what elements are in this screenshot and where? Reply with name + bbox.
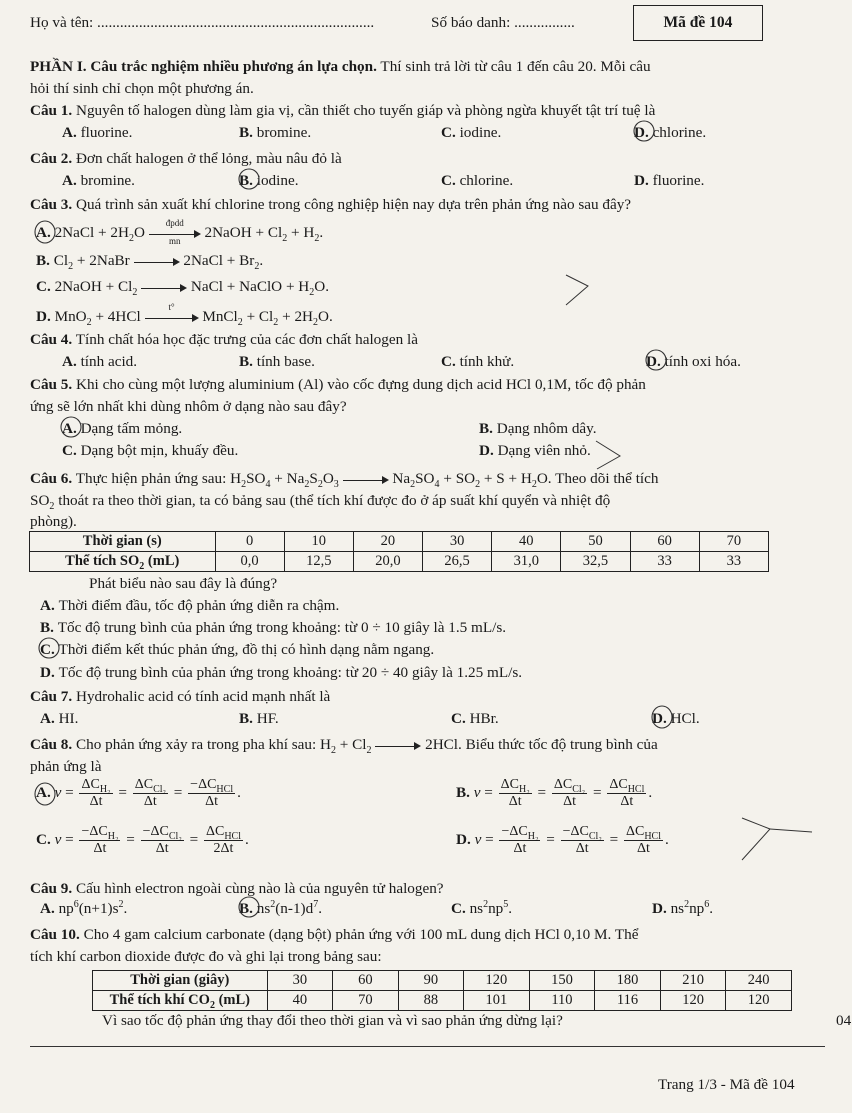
q6-text3: phòng). bbox=[30, 513, 77, 530]
q5-d-text: Dạng viên nhỏ. bbox=[497, 442, 591, 459]
q5-option-d: D. Dạng viên nhỏ. bbox=[479, 442, 591, 459]
arrow-condition-top: đpdd bbox=[165, 217, 184, 228]
q6-text-line2: $SO_2$ thoát ra theo thời gian, ta có bảng sau (thể tích khí được đo ở áp suất khí quyển và nhiệt độ bbox=[30, 492, 611, 513]
q9-b-text2: (n-1)d bbox=[275, 900, 314, 917]
reaction-arrow bbox=[141, 282, 187, 294]
table-cell: 120 bbox=[660, 991, 726, 1011]
q4-a-text: tính acid. bbox=[80, 353, 138, 370]
q4-c-text: tính khử. bbox=[459, 353, 515, 370]
q7-text: Hydrohalic acid có tính acid mạnh nhất là bbox=[72, 688, 331, 705]
reaction-arrow bbox=[375, 740, 421, 752]
q6-text-b: SO bbox=[246, 470, 266, 487]
table-header-time: Thời gian (s) bbox=[30, 532, 216, 552]
q9-c-text2: np bbox=[488, 900, 504, 917]
table-cell: 88 bbox=[398, 991, 464, 1011]
page-edge-number: 04 bbox=[836, 1012, 852, 1029]
table-cell: 26,5 bbox=[423, 552, 492, 572]
arrow-condition-top: t° bbox=[168, 301, 175, 312]
q3-d-right: MnCl bbox=[202, 308, 238, 325]
q3-option-c: C. 2NaOH + $Cl_2$ NaCl + NaClO + $H_2O$. bbox=[36, 278, 330, 299]
q1-b-text: bromine. bbox=[256, 124, 312, 141]
q1-option-a: A. fluorine. bbox=[62, 124, 133, 141]
q9-c-text: ns bbox=[469, 900, 484, 917]
q1-option-b: B. bromine. bbox=[239, 124, 312, 141]
q6-text-f: Na bbox=[392, 470, 411, 487]
table-cell: 240 bbox=[726, 971, 792, 991]
q7-option-c: C. HBr. bbox=[451, 710, 499, 727]
table-cell: 90 bbox=[398, 971, 464, 991]
table-cell: 120 bbox=[726, 991, 792, 1011]
q9-d-text: ns bbox=[670, 900, 685, 917]
q9-option-a: A. $np^6(n+1)s^2$. bbox=[40, 898, 128, 917]
q1-text: Nguyên tố halogen dùng làm gia vị, cần thiết cho tuyến giáp và phòng ngừa khuyết tật trí tuệ là bbox=[72, 102, 656, 119]
q10-text2: tích khí carbon dioxide được đo và ghi lại trong bảng sau: bbox=[30, 948, 382, 965]
table-header-time: Thời gian (giây) bbox=[93, 971, 268, 991]
table-cell: 150 bbox=[529, 971, 595, 991]
q3-b-left2: + 2NaBr bbox=[73, 252, 130, 269]
q9-option-b: B. $ns^2(n-1)d^7$. bbox=[239, 898, 323, 917]
page-footer: Trang 1/3 - Mã đề 104 bbox=[658, 1076, 795, 1093]
reaction-arrow bbox=[134, 256, 180, 268]
q8-option-b: B. v = $\frac{\Delta C_{H_2}}{\Delta t}$ = $\frac{\Delta C_{Cl_2}}{\Delta t}$ = $\frac{\Delta C_{HCl}}{\Delta t}$ . bbox=[456, 777, 653, 809]
table-row bbox=[93, 971, 792, 991]
table-header-volume: Thể tích khí $CO_2$ (mL) bbox=[93, 991, 268, 1011]
table-cell: 120 bbox=[464, 971, 530, 991]
q5-option-b: B. Dạng nhôm dây. bbox=[479, 420, 597, 437]
q3-d-right2: + Cl bbox=[242, 308, 274, 325]
q10-data-table bbox=[92, 970, 792, 1011]
q7-c-text: HBr. bbox=[469, 710, 499, 727]
q5-c-text: Dạng bột mịn, khuấy đều. bbox=[80, 442, 239, 459]
table-cell: 0 bbox=[215, 532, 284, 552]
q3-stem bbox=[30, 196, 631, 214]
header-text: Thể tích SO bbox=[65, 552, 140, 569]
q10-text1: Cho 4 gam calcium carbonate (dạng bột) phản ứng với 100 mL dung dịch HCl 0,10 M. Thể bbox=[79, 926, 639, 943]
header-text: Thể tích khí CO bbox=[109, 991, 210, 1008]
table-row bbox=[30, 532, 769, 552]
table-cell: 10 bbox=[284, 532, 353, 552]
table-cell: 20 bbox=[353, 532, 422, 552]
q2-option-d: D. fluorine. bbox=[634, 172, 705, 189]
q5-text2: ứng sẽ lớn nhất khi dùng nhôm ở dạng nào sau đây? bbox=[30, 398, 347, 415]
q6-b-text: Tốc độ trung bình của phản ứng trong khoảng: từ 0 ÷ 10 giây là 1.5 mL/s. bbox=[57, 619, 507, 636]
q9-stem bbox=[30, 880, 444, 898]
q7-option-a: A. HI. bbox=[40, 710, 79, 727]
q10-stem bbox=[30, 926, 639, 944]
q2-option-a: A. bromine. bbox=[62, 172, 135, 189]
part1-instructions bbox=[30, 58, 651, 76]
table-cell: 60 bbox=[630, 532, 699, 552]
table-cell: 110 bbox=[529, 991, 595, 1011]
check-mark bbox=[770, 829, 812, 832]
table-header-volume: Thể tích $SO_2$ (mL) bbox=[30, 552, 216, 572]
q1-option-c: C. iodine. bbox=[441, 124, 502, 141]
q6-a-text: Thời điểm đầu, tốc độ phản ứng diễn ra chậm. bbox=[58, 597, 340, 614]
q6-text-a: Thực hiện phản ứng sau: H bbox=[72, 470, 242, 487]
candidate-name-field: Họ và tên: ......................................................................... bbox=[30, 14, 375, 31]
q5-option-a: A. Dạng tấm mỏng. bbox=[62, 420, 183, 437]
q8-text-b: + Cl bbox=[335, 736, 367, 753]
table-cell: 101 bbox=[464, 991, 530, 1011]
q10-label: Câu 10. bbox=[30, 926, 80, 943]
table-cell: 32,5 bbox=[561, 552, 630, 572]
q6-option-a: A. Thời điểm đầu, tốc độ phản ứng diễn ra chậm. bbox=[40, 597, 340, 614]
q4-option-d: D. tính oxi hóa. bbox=[646, 353, 741, 370]
exam-code-box: Mã đề 104 bbox=[633, 5, 763, 41]
table-cell: 31,0 bbox=[492, 552, 561, 572]
q5-label: Câu 5. bbox=[30, 376, 73, 393]
q5-stem bbox=[30, 376, 646, 394]
q2-label: Câu 2. bbox=[30, 150, 73, 167]
table-cell: 33 bbox=[630, 552, 699, 572]
q6-text-c: + Na bbox=[270, 470, 305, 487]
q5-a-text: Dạng tấm mỏng. bbox=[80, 420, 183, 437]
q9-option-c: C. $ns^2np^5$. bbox=[451, 898, 513, 917]
q4-option-a: A. tính acid. bbox=[62, 353, 138, 370]
check-mark bbox=[596, 441, 620, 469]
q3-option-d: D. MnO$_2$ + 4HCl t° MnCl$_2$ + $Cl_2 + 2H_2O$. bbox=[36, 301, 333, 329]
reaction-arrow bbox=[343, 474, 389, 486]
q6-option-b: B. Tốc độ trung bình của phản ứng trong khoảng: từ 0 ÷ 10 giây là 1.5 mL/s. bbox=[40, 619, 507, 636]
q8-option-a: A. v = $\frac{\Delta C_{H_2}}{\Delta t}$ = $\frac{\Delta C_{Cl_2}}{\Delta t}$ = $\frac{-\Delta C_{HCl}}{\Delta t}$ . bbox=[36, 777, 241, 809]
q6-d-text: Tốc độ trung bình của phản ứng trong khoảng: từ 20 ÷ 40 giây là 1.25 mL/s. bbox=[58, 664, 523, 681]
q3-a-left: 2NaCl + 2H bbox=[54, 224, 129, 241]
q9-a-text2: (n+1)s bbox=[78, 900, 119, 917]
table-cell: 40 bbox=[267, 991, 333, 1011]
q6-data-table bbox=[29, 531, 769, 572]
q9-a-text: np bbox=[58, 900, 74, 917]
table-cell: 30 bbox=[423, 532, 492, 552]
q10-question: Vì sao tốc độ phản ứng thay đổi theo thời gian và vì sao phản ứng dừng lại? bbox=[102, 1012, 563, 1029]
footer-divider bbox=[30, 1046, 825, 1047]
q1-c-text: iodine. bbox=[459, 124, 502, 141]
table-cell: 60 bbox=[333, 971, 399, 991]
table-cell: 50 bbox=[561, 532, 630, 552]
table-row bbox=[30, 552, 769, 572]
q3-d-left: MnO bbox=[54, 308, 87, 325]
q2-a-text: bromine. bbox=[80, 172, 135, 189]
q6-option-d: D. Tốc độ trung bình của phản ứng trong khoảng: từ 20 ÷ 40 giây là 1.25 mL/s. bbox=[40, 664, 523, 681]
q6-label: Câu 6. bbox=[30, 470, 73, 487]
q4-d-text: tính oxi hóa. bbox=[664, 353, 741, 370]
q6-stem: Câu 6. Thực hiện phản ứng sau: $H_2SO_4 + Na_2S_2O_3$ $Na_2SO_4 + SO_2 + S + H_2O$. Theo dõi thể tích bbox=[30, 470, 659, 491]
q3-d-right3: + 2H bbox=[278, 308, 314, 325]
q8-option-d: D. v = $\frac{-\Delta C_{H_2}}{\Delta t}$ = $\frac{-\Delta C_{Cl_2}}{\Delta t}$ = $\frac{\Delta C_{HCl}}{\Delta t}$ . bbox=[456, 824, 669, 856]
table-row bbox=[93, 991, 792, 1011]
header-unit: (mL) bbox=[214, 991, 250, 1008]
table-cell: 33 bbox=[699, 552, 768, 572]
q6-prompt: Phát biểu nào sau đây là đúng? bbox=[89, 575, 278, 592]
q6-text-g: SO bbox=[415, 470, 435, 487]
q6-text-j: O. Theo dõi thể tích bbox=[536, 470, 659, 487]
q3-label: Câu 3. bbox=[30, 196, 73, 213]
table-cell: 12,5 bbox=[284, 552, 353, 572]
q1-d-text: chlorine. bbox=[652, 124, 707, 141]
q6-c-text: Thời điểm kết thúc phản ứng, đồ thị có hình dạng nằm ngang. bbox=[58, 641, 435, 658]
q8-text-a: Cho phản ứng xảy ra trong pha khí sau: H bbox=[72, 736, 331, 753]
part1-instr2: hỏi thí sinh chỉ chọn một phương án. bbox=[30, 80, 254, 97]
q7-label: Câu 7. bbox=[30, 688, 73, 705]
q6-text2: thoát ra theo thời gian, ta có bảng sau (thể tích khí được đo ở áp suất khí quyển và nhiệt độ bbox=[54, 492, 611, 509]
q2-d-text: fluorine. bbox=[652, 172, 705, 189]
q1-label: Câu 1. bbox=[30, 102, 73, 119]
q9-d-text2: np bbox=[689, 900, 705, 917]
q6-text-i: + S + H bbox=[480, 470, 532, 487]
q5-text1: Khi cho cùng một lượng aluminium (Al) vào cốc đựng dung dịch acid HCl 0,1M, tốc độ phản bbox=[72, 376, 646, 393]
q3-a-right: 2NaOH + Cl bbox=[204, 224, 283, 241]
q7-stem bbox=[30, 688, 330, 706]
q2-option-c: C. chlorine. bbox=[441, 172, 514, 189]
q6-so2: SO bbox=[30, 492, 50, 509]
q5-b-text: Dạng nhôm dây. bbox=[496, 420, 597, 437]
q4-label: Câu 4. bbox=[30, 331, 73, 348]
table-cell: 40 bbox=[492, 532, 561, 552]
q3-a-right2: + H bbox=[287, 224, 315, 241]
table-cell: 30 bbox=[267, 971, 333, 991]
q4-b-text: tính base. bbox=[256, 353, 315, 370]
q6-text-d: S bbox=[309, 470, 318, 487]
reaction-arrow bbox=[149, 217, 201, 246]
q8-text2: phản ứng là bbox=[30, 758, 102, 775]
q3-c-left: 2NaOH + Cl bbox=[54, 278, 133, 295]
q5-option-c: C. Dạng bột mịn, khuấy đều. bbox=[62, 442, 239, 459]
q9-b-text: ns bbox=[256, 900, 271, 917]
part1-title: PHẦN I. Câu trắc nghiệm nhiều phương án lựa chọn. bbox=[30, 58, 377, 75]
q2-b-text: iodine. bbox=[256, 172, 299, 189]
table-cell: 70 bbox=[699, 532, 768, 552]
q2-option-b: B. iodine. bbox=[239, 172, 299, 189]
q8-option-c: C. v = $\frac{-\Delta C_{H_2}}{\Delta t}$ = $\frac{-\Delta C_{Cl_2}}{\Delta t}$ = $\frac{\Delta C_{HCl}}{2\Delta t}$ . bbox=[36, 824, 249, 856]
q8-text-c: 2HCl. Biểu thức tốc độ trung bình của bbox=[425, 736, 658, 753]
q4-option-c: C. tính khử. bbox=[441, 353, 515, 370]
q7-b-text: HF. bbox=[256, 710, 279, 727]
q4-option-b: B. tính base. bbox=[239, 353, 315, 370]
q1-option-d: D. chlorine. bbox=[634, 124, 707, 141]
table-cell: 180 bbox=[595, 971, 661, 991]
reaction-arrow bbox=[145, 301, 199, 324]
table-cell: 116 bbox=[595, 991, 661, 1011]
q2-c-text: chlorine. bbox=[459, 172, 514, 189]
q2-text: Đơn chất halogen ở thể lỏng, màu nâu đỏ là bbox=[72, 150, 342, 167]
q7-d-text: HCl. bbox=[670, 710, 700, 727]
q4-stem bbox=[30, 331, 418, 349]
q6-text-e: O bbox=[322, 470, 334, 487]
q8-stem: Câu 8. Cho phản ứng xảy ra trong pha khí sau: $H_2 + Cl_2$ 2HCl. Biểu thức tốc độ trung bình của bbox=[30, 736, 658, 757]
q7-option-d: D. HCl. bbox=[652, 710, 700, 727]
q6-option-c: C. Thời điểm kết thúc phản ứng, đồ thị có hình dạng nằm ngang. bbox=[40, 641, 435, 658]
q7-option-b: B. HF. bbox=[239, 710, 279, 727]
table-cell: 210 bbox=[660, 971, 726, 991]
q3-b-right: 2NaCl + Br bbox=[183, 252, 255, 269]
q8-label: Câu 8. bbox=[30, 736, 73, 753]
q9-option-d: D. $ns^2np^6$. bbox=[652, 898, 714, 917]
table-cell: 20,0 bbox=[353, 552, 422, 572]
q2-stem bbox=[30, 150, 342, 168]
q9-text: Cấu hình electron ngoài cùng nào là của nguyên tử halogen? bbox=[72, 880, 444, 897]
q3-option-b: B. $Cl_2$ + 2NaBr 2NaCl + $Br_2$. bbox=[36, 252, 264, 273]
part1-instr1: Thí sinh trả lời từ câu 1 đến câu 20. Mỗi câu bbox=[376, 58, 651, 75]
check-mark bbox=[566, 275, 588, 305]
header-unit: (mL) bbox=[144, 552, 180, 569]
q1-stem bbox=[30, 102, 655, 120]
q9-label: Câu 9. bbox=[30, 880, 73, 897]
q3-b-left: Cl bbox=[53, 252, 69, 269]
q1-a-text: fluorine. bbox=[80, 124, 133, 141]
candidate-number-field: Số báo danh: ................ bbox=[431, 14, 575, 31]
arrow-condition-bottom: mn bbox=[168, 235, 181, 246]
q3-text: Quá trình sản xuất khí chlorine trong công nghiệp hiện nay dựa trên phản ứng nào sau đây? bbox=[72, 196, 632, 213]
q3-d-left2: + 4HCl bbox=[91, 308, 141, 325]
q7-a-text: HI. bbox=[58, 710, 79, 727]
table-cell: 0,0 bbox=[215, 552, 284, 572]
check-mark bbox=[742, 818, 770, 860]
table-cell: 70 bbox=[333, 991, 399, 1011]
q4-text: Tính chất hóa học đặc trưng của các đơn chất halogen là bbox=[72, 331, 418, 348]
q6-text-h: + SO bbox=[439, 470, 476, 487]
q3-option-a: A. 2NaCl + $2H_2O$ đpdd mn 2NaOH + $Cl_2 + H_2$. bbox=[36, 217, 324, 246]
q3-c-right: NaCl + NaClO + H bbox=[190, 278, 310, 295]
